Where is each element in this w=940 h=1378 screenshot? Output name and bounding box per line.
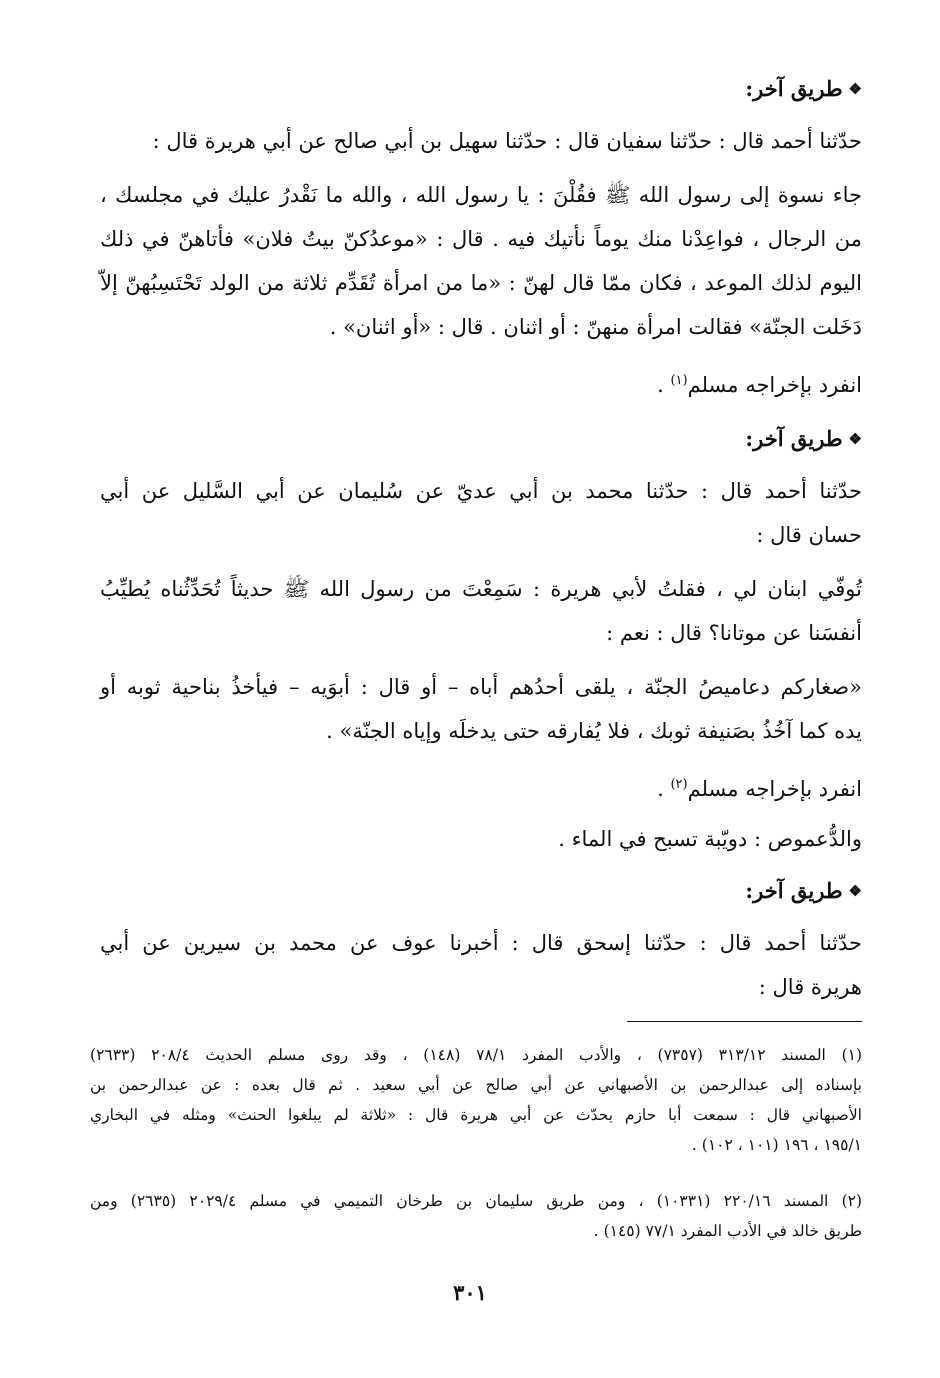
footnote-line: (٢) المسند ٢٢٠/١٦ (١٠٣٣١) ، ومن طريق سليمان بن طرخان التميمي في مسلم ٢٠٢٩/٤ (٢٦٣٥) ومن — [90, 1192, 863, 1210]
paragraph-line: من الرجال ، فواعِدْنا منك يوماً نأتيك فيه . قال : «موعدُكنّ بيتُ فلان» فأتاهنّ في ذلك — [100, 227, 862, 251]
paragraph-line: أنفسَنا عن موتانا؟ قال : نعم : — [606, 621, 862, 645]
heading-text: طريق آخر: — [745, 76, 843, 101]
heading-text: طريق آخر: — [745, 878, 843, 903]
attribution-text: انفرد بإخراجه مسلم — [687, 777, 862, 801]
footnote-line: (١) المسند ٣١٣/١٢ (٧٣٥٧) ، والأدب المفرد ٧٨/١ (١٤٨) ، وقد روى مسلم الحديث ٢٠٨/٤ (٢٦٣٣) — [90, 1046, 863, 1064]
section-heading-3 — [745, 876, 862, 906]
paragraph-line: دَخَلت الجنّة» فقالت امرأة منهنّ : أو اثنان . قال : «أو اثنان» . — [329, 315, 862, 339]
footnote-ref: (٢) — [670, 777, 688, 792]
attribution-line — [100, 770, 862, 804]
paragraph-line: والدُّعموص : دويّبة تسبح في الماء . — [558, 827, 862, 851]
paragraph-line: حدّثنا أحمد قال : حدّثنا إسحق قال : أخبرنا عوف عن محمد بن سيرين عن أبي — [100, 931, 862, 955]
attribution-line — [100, 366, 862, 400]
paragraph-line: يده كما آخُذُ بصَنيفة ثوبك ، فلا يُفارقه حتى يدخلَه وإياه الجنّة» . — [326, 719, 862, 743]
section-heading-1 — [745, 74, 862, 104]
paragraph-line: اليوم لذلك الموعد ، فكان ممّا قال لهنّ : «ما من امرأة تُقَدِّم ثلاثة من الولد تَحْتَسِبُهنّ إلاّ — [100, 271, 862, 295]
attribution-end: . — [657, 373, 671, 397]
footnote-line: ١٩٥/١ ، ١٩٦ (١٠١ ، ١٠٢) . — [691, 1136, 862, 1154]
paragraph-line: حدّثنا أحمد قال : حدّثنا سفيان قال : حدّثنا سهيل بن أبي صالح عن أبي هريرة قال : — [152, 129, 862, 153]
paragraph-line: حدّثنا أحمد قال : حدّثنا محمد بن أبي عديّ عن سُليمان عن أبي السَّليل عن أبي — [100, 479, 862, 503]
heading-text: طريق آخر: — [745, 426, 843, 451]
attribution-text: انفرد بإخراجه مسلم — [687, 373, 862, 397]
paragraph-line: هريرة قال : — [758, 975, 862, 999]
footnote-line: طريق خالد في الأدب المفرد ٧٧/١ (١٤٥) . — [593, 1222, 862, 1240]
footnote-separator — [627, 1021, 862, 1022]
paragraph-line: حسان قال : — [756, 523, 862, 547]
page-number: ٣٠١ — [453, 1280, 487, 1305]
paragraph-line: «صغاركم دعاميصُ الجنّة ، يلقى أحدُهم أباه – أو قال : أبوَيه – فيأخذُ بناحية ثوبه أو — [100, 675, 862, 699]
paragraph-line: تُوفّي ابنان لي ، فقلتُ لأبي هريرة : سَمِعْتَ من رسول الله ﷺ حديثاً تُحَدِّثُناه يُطيِّبُ — [100, 577, 862, 601]
footnote-line: الأصبهاني قال : سمعت أبا حازم يحدّث عن أبي هريرة قال : «ثلاثة لم يبلغوا الحنث» ومثله في البخاري — [90, 1106, 862, 1124]
section-heading-2 — [745, 424, 862, 454]
footnote-ref: (١) — [670, 373, 688, 388]
diamond-bullet-icon: ❖ — [848, 80, 862, 98]
attribution-end: . — [657, 777, 671, 801]
footnote-line: بإسناده إلى عبدالرحمن بن الأصبهاني عن أبي صالح عن أبي سعيد . ثم قال بعده : عن عبدالرحمن بن — [90, 1076, 862, 1094]
diamond-bullet-icon: ❖ — [848, 882, 862, 900]
paragraph-line: جاء نسوة إلى رسول الله ﷺ فقُلْنَ : يا رسول الله ، والله ما نَقْدرُ عليك في مجلسك ، — [100, 183, 862, 207]
diamond-bullet-icon: ❖ — [848, 430, 862, 448]
